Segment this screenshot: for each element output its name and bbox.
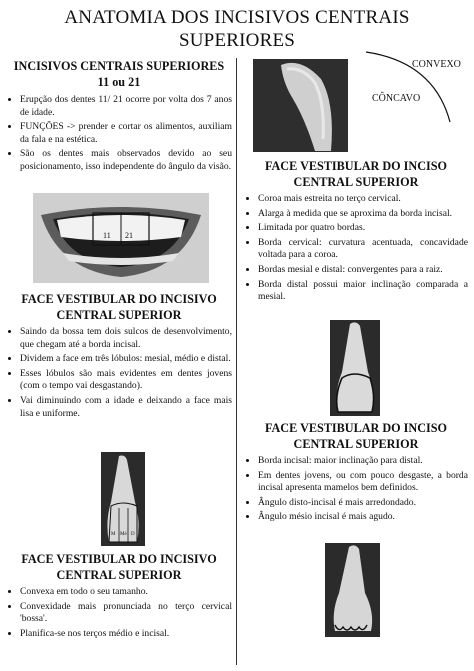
section4-heading-line2: CENTRAL SUPERIOR: [293, 175, 419, 189]
list-item: • Ângulo mésio incisal é mais agudo.: [258, 510, 468, 524]
section-face-vestibular-2: [6, 551, 232, 641]
section5-heading-line2: CENTRAL SUPERIOR: [293, 437, 419, 451]
section5-heading-line1: FACE VESTIBULAR DO INCISO: [264, 421, 448, 435]
lobe-label-mesial: M: [111, 532, 116, 537]
tooth-crown-outline-illustration: [330, 320, 380, 416]
lobe-label-medio: Mé: [120, 532, 127, 537]
list-item: • Saindo da bossa tem dois sulcos de desenvolvimento, que chegam até a borda incisal.: [20, 325, 232, 351]
list-item: • Erupção dos dentes 11/ 21 ocorre por volta dos 7 anos de idade.: [20, 93, 232, 119]
section3-list: [6, 585, 232, 640]
list-item: • Esses lóbulos são mais evidentes em dentes jovens (com o tempo vai desgastando).: [20, 367, 232, 393]
list-item: • Planifica-se nos terços médio e incisal.: [20, 627, 232, 641]
page-title-line1: ANATOMIA DOS INCISIVOS CENTRAIS: [64, 7, 410, 28]
tooth-profile-photo: [253, 59, 348, 152]
section-face-vestibular-1: [6, 291, 232, 421]
section2-heading-line2: CENTRAL SUPERIOR: [56, 308, 182, 322]
smile-photo: [33, 193, 209, 283]
section1-list: [6, 93, 232, 174]
tooth-label-21: 21: [125, 231, 133, 240]
page-title: [0, 6, 474, 52]
tooth-label-11: 11: [103, 231, 111, 240]
lobe-label-distal: D: [131, 532, 135, 537]
tooth-lobes-photo: [101, 452, 145, 546]
list-item: • Borda cervical: curvatura acentuada, concavidade voltada para a coroa.: [258, 236, 468, 262]
list-item: • Convexidade mais pronunciada no terço cervical 'bossa'.: [20, 600, 232, 626]
tooth-crown-outline-photo: [330, 320, 380, 416]
list-item: • Borda incisal: maior inclinação para distal.: [258, 454, 468, 468]
section1-subheading: 11 ou 21: [97, 75, 141, 89]
smile-illustration: [33, 193, 209, 283]
list-item: • FUNÇÕES -> prender e cortar os alimentos, auxiliam da fala e na estética.: [20, 120, 232, 146]
section5-list: [244, 454, 468, 524]
convexo-label: CONVEXO: [412, 59, 461, 70]
section1-heading: INCISIVOS CENTRAIS SUPERIORES: [13, 59, 225, 73]
section4-heading-line1: FACE VESTIBULAR DO INCISO: [264, 159, 448, 173]
list-item: • Bordas mesial e distal: convergentes para a raiz.: [258, 263, 468, 277]
list-item: • São os dentes mais observados devido ao seu posicionamento, isso independente do ângulo da visão.: [20, 147, 232, 173]
tooth-mamelons-illustration: [325, 543, 380, 637]
list-item: • Convexa em todo o seu tamanho.: [20, 585, 232, 599]
list-item: • Coroa mais estreita no terço cervical.: [258, 192, 468, 206]
column-divider: [236, 58, 237, 665]
section2-heading-line1: FACE VESTIBULAR DO INCISIVO: [21, 292, 217, 306]
list-item: • Vai diminuindo com a idade e deixando a face mais lisa e uniforme.: [20, 394, 232, 420]
section-face-vestibular-3: [244, 158, 468, 305]
concavo-label: CÔNCAVO: [372, 93, 421, 104]
list-item: • Borda distal possui maior inclinação comparada a mesial.: [258, 278, 468, 304]
section-face-vestibular-4: [244, 420, 468, 525]
section4-list: [244, 192, 468, 304]
page-title-line2: SUPERIORES: [178, 30, 296, 51]
tooth-profile-illustration: [253, 59, 348, 152]
section3-heading-line2: CENTRAL SUPERIOR: [56, 568, 182, 582]
list-item: • Dividem a face em três lóbulos: mesial, médio e distal.: [20, 352, 232, 366]
list-item: • Em dentes jovens, ou com pouco desgaste, a borda incisal apresenta mamelos bem definidos.: [258, 469, 468, 495]
section-incisivos-centrais: [6, 58, 232, 175]
tooth-mamelons-photo: [325, 543, 380, 637]
section3-heading-line1: FACE VESTIBULAR DO INCISIVO: [21, 552, 217, 566]
list-item: • Ângulo disto-incisal é mais arredondado.: [258, 496, 468, 510]
list-item: • Limitada por quatro bordas.: [258, 221, 468, 235]
list-item: • Alarga à medida que se aproxima da borda incisal.: [258, 207, 468, 221]
section2-list: [6, 325, 232, 420]
